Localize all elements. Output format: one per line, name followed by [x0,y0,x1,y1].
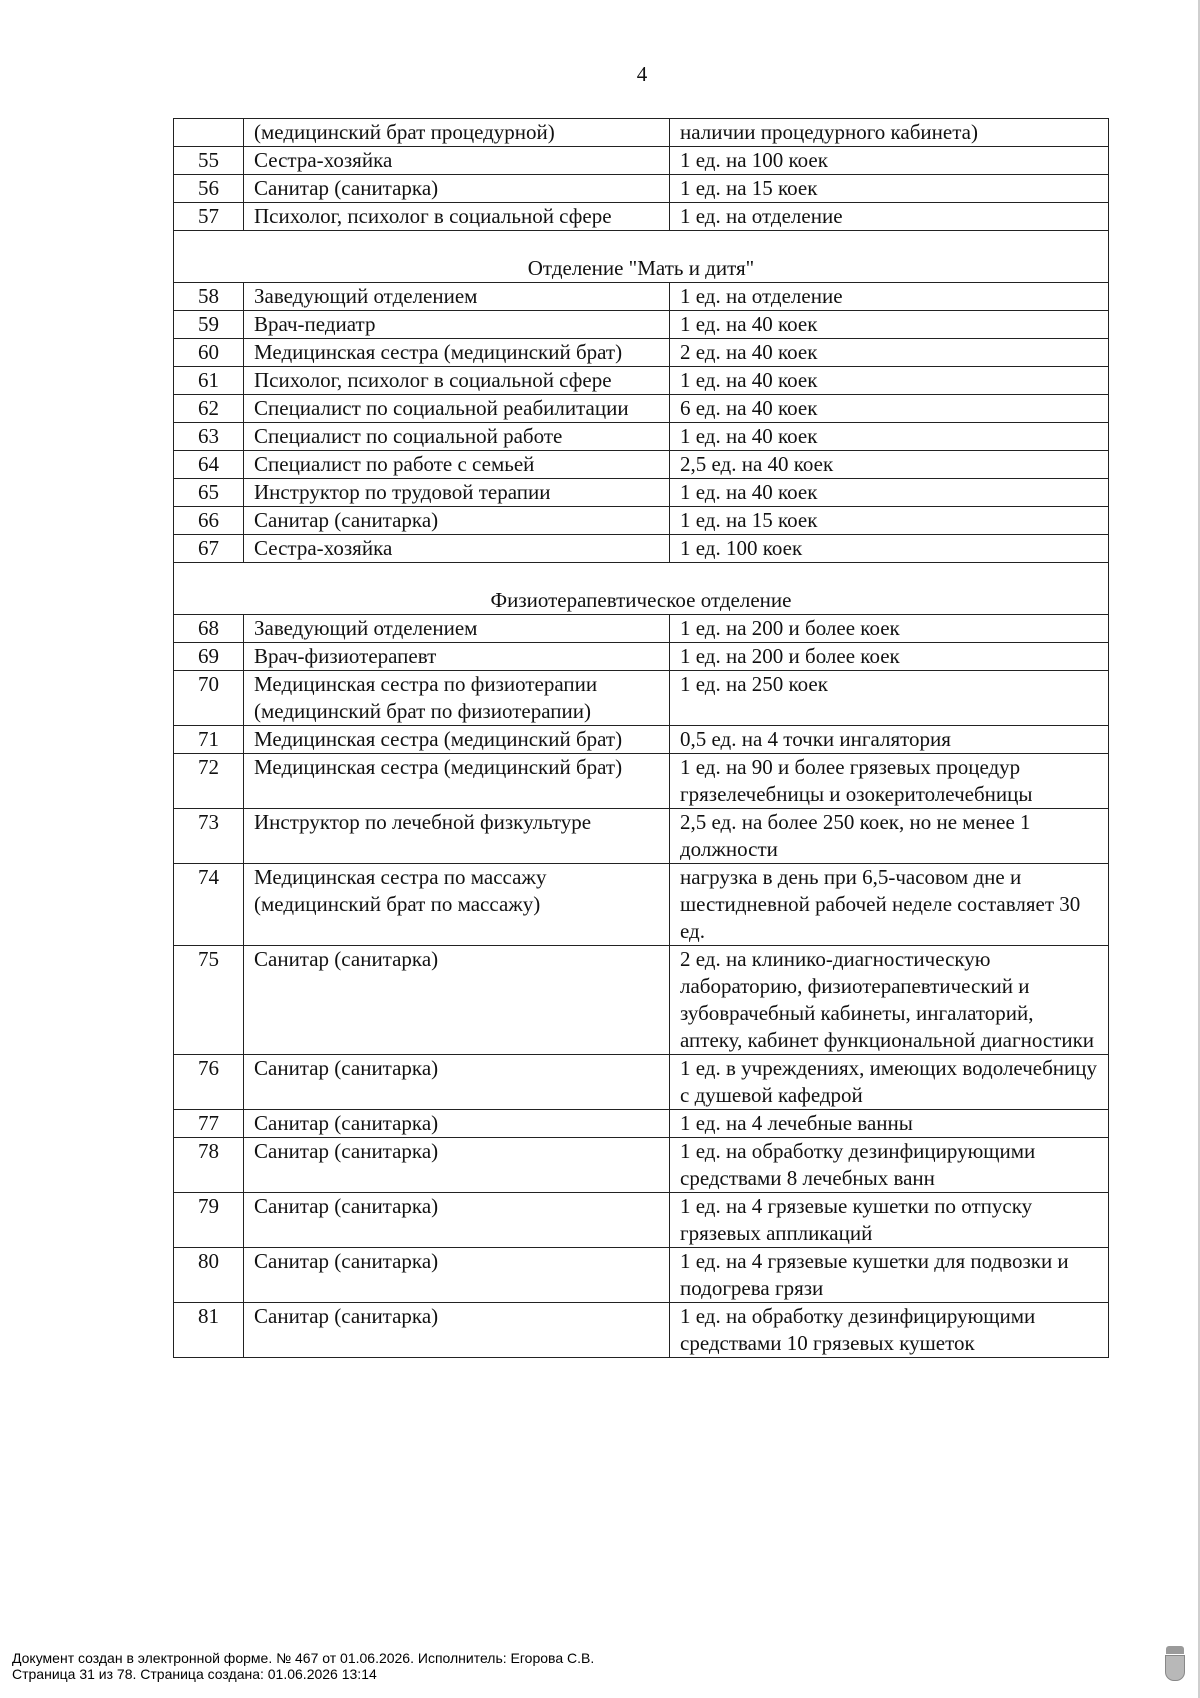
row-number: 63 [174,423,244,451]
norm-cell: 6 ед. на 40 коек [670,395,1109,423]
section-title: Отделение "Мать и дитя" [174,231,1109,283]
table-row [174,864,1109,946]
table-row [174,175,1109,203]
norm-cell: наличии процедурного кабинета) [670,119,1109,147]
norm-cell: 1 ед. на обработку дезинфицирующими средствами 10 грязевых кушеток [670,1303,1109,1358]
table-row [174,754,1109,809]
position-cell: Медицинская сестра по физиотерапии (медицинский брат по физиотерапии) [244,671,670,726]
table-row [174,423,1109,451]
position-cell: (медицинский брат процедурной) [244,119,670,147]
table-row [174,1303,1109,1358]
norm-cell: 1 ед. на 40 коек [670,423,1109,451]
position-cell: Медицинская сестра (медицинский брат) [244,339,670,367]
norm-cell: 1 ед. на отделение [670,283,1109,311]
position-cell: Санитар (санитарка) [244,175,670,203]
position-cell: Заведующий отделением [244,615,670,643]
section-title: Физиотерапевтическое отделение [174,563,1109,615]
norm-cell: 1 ед. на 250 коек [670,671,1109,726]
row-number: 58 [174,283,244,311]
table-row [174,1193,1109,1248]
table-row [174,283,1109,311]
section-header-row [174,563,1109,615]
position-cell: Сестра-хозяйка [244,147,670,175]
position-cell: Санитар (санитарка) [244,1303,670,1358]
table-row [174,671,1109,726]
table-row [174,479,1109,507]
norm-cell: 1 ед. на 100 коек [670,147,1109,175]
section-header-row [174,231,1109,283]
position-cell: Медицинская сестра (медицинский брат) [244,726,670,754]
row-number: 59 [174,311,244,339]
position-cell: Инструктор по лечебной физкультуре [244,809,670,864]
position-cell: Санитар (санитарка) [244,1138,670,1193]
table-row [174,809,1109,864]
norm-cell: 1 ед. на отделение [670,203,1109,231]
norm-cell: 1 ед. 100 коек [670,535,1109,563]
table-row [174,147,1109,175]
norm-cell: 2,5 ед. на 40 коек [670,451,1109,479]
position-cell: Инструктор по трудовой терапии [244,479,670,507]
row-number: 68 [174,615,244,643]
position-cell: Врач-педиатр [244,311,670,339]
position-cell: Медицинская сестра по массажу (медицинский брат по массажу) [244,864,670,946]
table-row [174,1110,1109,1138]
row-number: 57 [174,203,244,231]
row-number: 76 [174,1055,244,1110]
staffing-table [173,118,1109,1358]
norm-cell: 1 ед. в учреждениях, имеющих водолечебницу с душевой кафедрой [670,1055,1109,1110]
position-cell: Санитар (санитарка) [244,1248,670,1303]
norm-cell: 1 ед. на обработку дезинфицирующими средствами 8 лечебных ванн [670,1138,1109,1193]
table-row [174,1055,1109,1110]
row-number [174,119,244,147]
norm-cell: 1 ед. на 40 коек [670,367,1109,395]
norm-cell: 0,5 ед. на 4 точки ингалятория [670,726,1109,754]
norm-cell: 1 ед. на 200 и более коек [670,643,1109,671]
row-number: 64 [174,451,244,479]
position-cell: Специалист по социальной работе [244,423,670,451]
row-number: 67 [174,535,244,563]
row-number: 74 [174,864,244,946]
table-row [174,367,1109,395]
row-number: 62 [174,395,244,423]
table-row [174,203,1109,231]
page-number: 4 [636,62,648,86]
footer-line-2: Страница 31 из 78. Страница создана: 01.06.2026 13:14 [12,1666,377,1682]
table-row [174,119,1109,147]
row-number: 55 [174,147,244,175]
norm-cell: 2 ед. на клинико-диагностическую лабораторию, физиотерапевтический и зубоврачебный кабинеты, ингалаторий, аптеку, кабинет функциональной диагностики [670,946,1109,1055]
norm-cell: 1 ед. на 4 грязевые кушетки для подвозки и подогрева грязи [670,1248,1109,1303]
norm-cell: 1 ед. на 15 коек [670,175,1109,203]
position-cell: Санитар (санитарка) [244,1193,670,1248]
table-row [174,451,1109,479]
row-number: 65 [174,479,244,507]
position-cell: Санитар (санитарка) [244,507,670,535]
staffing-table-body [174,119,1109,1358]
row-number: 77 [174,1110,244,1138]
position-cell: Санитар (санитарка) [244,1110,670,1138]
norm-cell: 1 ед. на 200 и более коек [670,615,1109,643]
norm-cell: 1 ед. на 4 грязевые кушетки по отпуску грязевых аппликаций [670,1193,1109,1248]
row-number: 75 [174,946,244,1055]
position-cell: Санитар (санитарка) [244,1055,670,1110]
position-cell: Санитар (санитарка) [244,946,670,1055]
norm-cell: нагрузка в день при 6,5-часовом дне и шестидневной рабочей неделе составляет 30 ед. [670,864,1109,946]
row-number: 73 [174,809,244,864]
table-row [174,946,1109,1055]
table-row [174,395,1109,423]
row-number: 71 [174,726,244,754]
footer-line-1: Документ создан в электронной форме. № 467 от 01.06.2026. Исполнитель: Егорова С.В. [12,1650,595,1666]
position-cell: Врач-физиотерапевт [244,643,670,671]
row-number: 72 [174,754,244,809]
table-row [174,1248,1109,1303]
row-number: 60 [174,339,244,367]
norm-cell: 2,5 ед. на более 250 коек, но не менее 1 должности [670,809,1109,864]
position-cell: Психолог, психолог в социальной сфере [244,367,670,395]
row-number: 56 [174,175,244,203]
row-number: 66 [174,507,244,535]
position-cell: Медицинская сестра (медицинский брат) [244,754,670,809]
norm-cell: 1 ед. на 40 коек [670,311,1109,339]
document-footer [12,1650,594,1682]
norm-cell: 1 ед. на 40 коек [670,479,1109,507]
norm-cell: 1 ед. на 90 и более грязевых процедур грязелечебницы и озокеритолечебницы [670,754,1109,809]
row-number: 69 [174,643,244,671]
position-cell: Специалист по работе с семьей [244,451,670,479]
position-cell: Сестра-хозяйка [244,535,670,563]
table-row [174,643,1109,671]
table-row [174,615,1109,643]
table-row [174,311,1109,339]
norm-cell: 1 ед. на 4 лечебные ванны [670,1110,1109,1138]
row-number: 78 [174,1138,244,1193]
row-number: 81 [174,1303,244,1358]
table-row [174,507,1109,535]
norm-cell: 2 ед. на 40 коек [670,339,1109,367]
table-row [174,535,1109,563]
row-number: 80 [174,1248,244,1303]
coat-of-arms-icon [1164,1646,1186,1682]
position-cell: Психолог, психолог в социальной сфере [244,203,670,231]
row-number: 61 [174,367,244,395]
norm-cell: 1 ед. на 15 коек [670,507,1109,535]
table-row [174,339,1109,367]
row-number: 79 [174,1193,244,1248]
position-cell: Заведующий отделением [244,283,670,311]
row-number: 70 [174,671,244,726]
table-row [174,726,1109,754]
table-row [174,1138,1109,1193]
position-cell: Специалист по социальной реабилитации [244,395,670,423]
